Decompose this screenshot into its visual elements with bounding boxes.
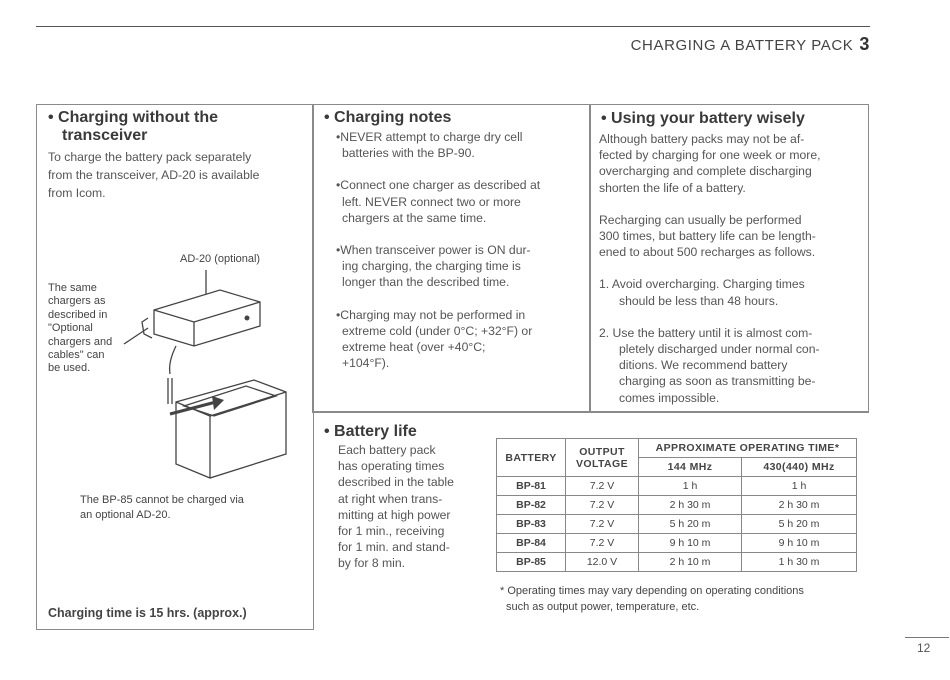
cell-voltage: 7.2 V xyxy=(566,534,639,553)
cell-voltage: 7.2 V xyxy=(566,515,639,534)
cell-time-144: 1 h xyxy=(639,477,742,496)
table-footnote-line1: * Operating times may vary depending on operating conditions xyxy=(500,585,804,597)
cell-time-430: 2 h 30 m xyxy=(742,496,857,515)
col-header-output-voltage xyxy=(566,439,639,477)
section1-text-line3: from Icom. xyxy=(48,186,106,200)
section1-text-line2: from the transceiver, AD-20 is available xyxy=(48,168,260,182)
cell-battery: BP-82 xyxy=(497,496,566,515)
page-number: 12 xyxy=(905,637,949,655)
section1-heading-line2: transceiver xyxy=(62,127,148,144)
side-note-line: be used. xyxy=(48,362,91,375)
side-note-line: "Optional xyxy=(48,322,93,335)
charging-time-note: Charging time is 15 hrs. (approx.) xyxy=(48,606,247,620)
page-header xyxy=(631,34,870,55)
section1-heading-line1: • Charging without the xyxy=(48,109,219,126)
battery-wisely-text xyxy=(599,131,861,406)
table-row xyxy=(497,496,857,515)
paragraph: Recharging can usually be performed 300 times, but battery life can be length- ened to about 500 recharges as follows. xyxy=(599,212,816,260)
col-header-battery: BATTERY xyxy=(497,439,566,477)
battery-life-text: Each battery pack has operating times described in the table at right when trans- mitting at high power for 1 min., receiving for 1 min. and stand- by for 8 min. xyxy=(338,443,454,571)
section2-heading: • Charging notes xyxy=(324,109,452,126)
cell-time-430: 5 h 20 m xyxy=(742,515,857,534)
side-note-line: cables" can xyxy=(48,349,105,362)
ad20-label: AD-20 (optional) xyxy=(180,253,261,265)
cell-time-144: 2 h 10 m xyxy=(639,553,742,572)
table-footnote-line2: such as output power, temperature, etc. xyxy=(506,601,700,613)
header-title: CHARGING A BATTERY PACK xyxy=(630,37,854,54)
note-item: •When transceiver power is ON dur- ing charging, the charging time is longer than the described time. xyxy=(336,243,531,290)
battery-operating-time-table xyxy=(496,438,857,572)
cell-battery: BP-85 xyxy=(497,553,566,572)
charging-notes-list xyxy=(336,129,580,371)
list-item: 2. Use the battery until it is almost com- pletely discharged under normal con- ditions. We recommend battery charging as soon as transmitting be- comes impossible. xyxy=(599,325,820,405)
note-item: •Charging may not be performed in extreme cold (under 0°C; +32°F) or extreme heat (over +40°C; +104°F). xyxy=(336,307,533,371)
side-note xyxy=(48,282,112,376)
col-header-approx-time: APPROXIMATE OPERATING TIME* xyxy=(639,439,857,458)
bp85-caption-line1: The BP-85 cannot be charged via xyxy=(80,494,244,506)
table-row xyxy=(497,515,857,534)
table-row xyxy=(497,553,857,572)
side-note-line: chargers as xyxy=(48,295,106,308)
side-note-line: The same xyxy=(48,282,97,294)
paragraph: Although battery packs may not be af- fected by charging for one week or more, overcharging and complete discharging shorten the life of a battery. xyxy=(599,132,821,195)
battery-life-divider xyxy=(312,411,868,412)
table-row xyxy=(497,477,857,496)
cell-voltage: 12.0 V xyxy=(566,553,639,572)
section4-heading: • Battery life xyxy=(324,423,417,440)
side-note-line: described in xyxy=(48,308,108,321)
header-rule xyxy=(36,26,870,27)
col-header-output: OUTPUT xyxy=(579,445,625,458)
cell-time-144: 5 h 20 m xyxy=(639,515,742,534)
cell-battery: BP-83 xyxy=(497,515,566,534)
section3-heading: • Using your battery wisely xyxy=(601,110,805,127)
cell-time-430: 1 h 30 m xyxy=(742,553,857,572)
cell-battery: BP-81 xyxy=(497,477,566,496)
cell-time-430: 9 h 10 m xyxy=(742,534,857,553)
col-header-144mhz: 144 MHz xyxy=(639,458,742,477)
charger-illustration xyxy=(120,262,300,487)
cell-time-144: 2 h 30 m xyxy=(639,496,742,515)
note-item: •Connect one charger as described at left. NEVER connect two or more chargers at the same time. xyxy=(336,178,541,225)
col-header-voltage: VOLTAGE xyxy=(576,457,628,470)
list-item: 1. Avoid overcharging. Charging times should be less than 48 hours. xyxy=(599,277,805,308)
table-row xyxy=(497,534,857,553)
cell-voltage: 7.2 V xyxy=(566,496,639,515)
section1-text-line1: To charge the battery pack separately xyxy=(48,150,252,164)
side-note-line: chargers and xyxy=(48,335,113,348)
note-item: •NEVER attempt to charge dry cell batteries with the BP-90. xyxy=(336,130,523,161)
cell-time-430: 1 h xyxy=(742,477,857,496)
cell-time-144: 9 h 10 m xyxy=(639,534,742,553)
bp85-caption-line2: an optional AD-20. xyxy=(80,509,171,521)
col-header-430mhz: 430(440) MHz xyxy=(742,458,857,477)
cell-voltage: 7.2 V xyxy=(566,477,639,496)
cell-battery: BP-84 xyxy=(497,534,566,553)
chapter-number: 3 xyxy=(859,34,870,54)
